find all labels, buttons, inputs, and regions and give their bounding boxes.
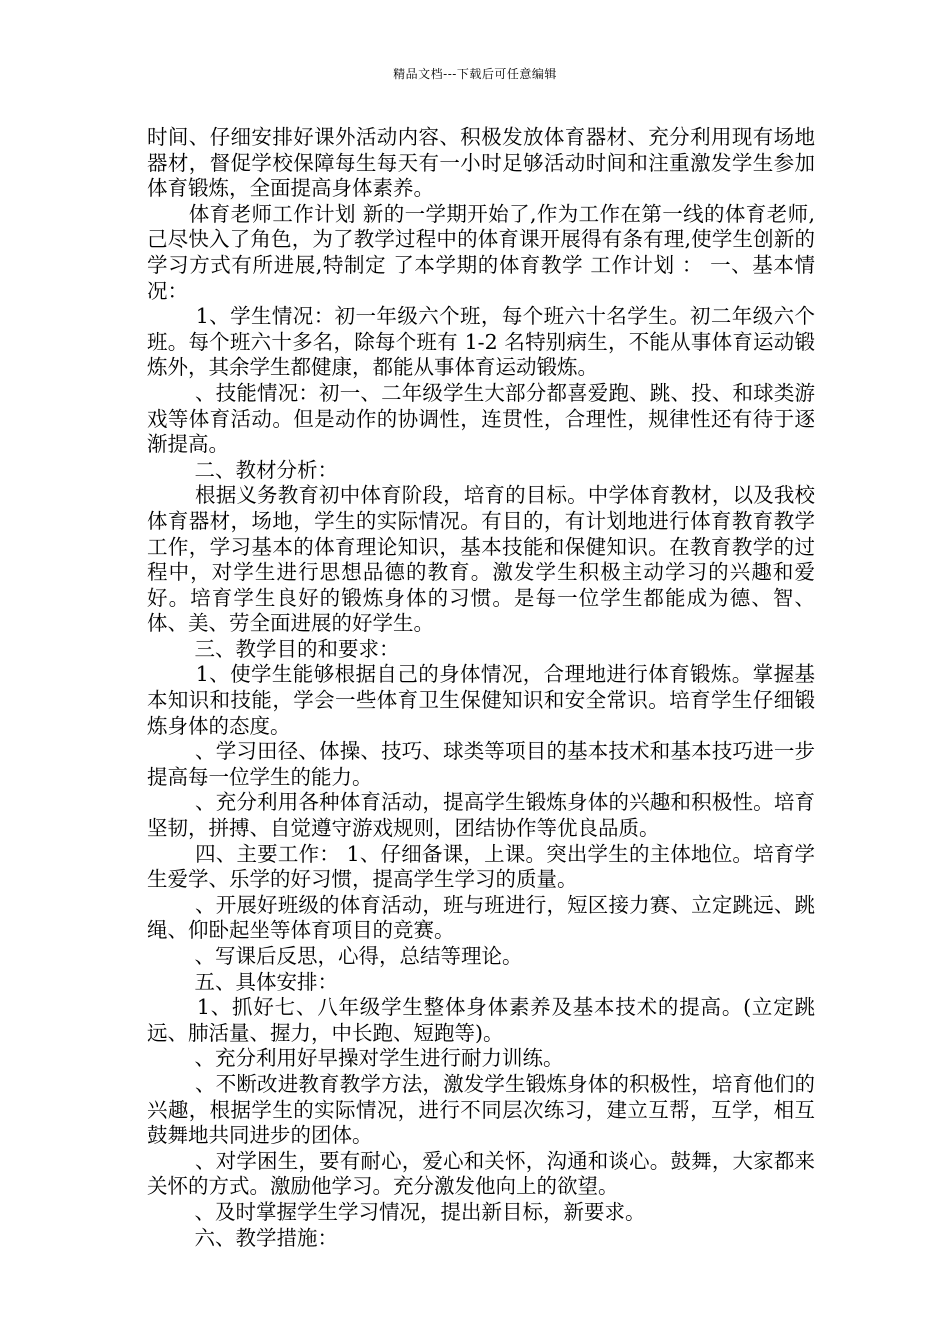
document-body — [147, 125, 815, 1251]
section-heading: 五、具体安排： — [147, 969, 339, 994]
paragraph: 、写课后反思，心得，总结等理论。 — [147, 944, 523, 968]
paragraph: 、技能情况：初一、二年级学生大部分都喜爱跑、跳、投、和球类游戏等体育活动。但是动作的协调性，连贯性，合理性，规律性还有待于逐渐提高。 — [147, 380, 815, 457]
paragraph: 1、使学生能够根据自己的身体情况，合理地进行体育锻炼。掌握基本知识和技能，学会一些体育卫生保健知识和安全常识。培育学生仔细锻炼身体的态度。 — [147, 662, 815, 738]
paragraph: 时间、仔细安排好课外活动内容、积极发放体育器材、充分利用现有场地器材，督促学校保障每生每天有一小时足够活动时间和注重激发学生参加体育锻炼，全面提高身体素养。 — [147, 125, 815, 201]
paragraph: 1、学生情况：初一年级六个班，每个班六十名学生。初二年级六个班。每个班六十多名，除每个班有 1-2 名特别病生，不能从事体育运动锻炼外，其余学生都健康，都能从事体育运动锻炼。 — [147, 304, 815, 380]
paragraph: 四、主要工作： 1、仔细备课，上课。突出学生的主体地位。培育学生爱学、乐学的好习惯，提高学生学习的质量。 — [147, 841, 815, 892]
paragraph: 、及时掌握学生学习情况，提出新目标，新要求。 — [147, 1199, 646, 1224]
page-header: 精品文档---下载后可任意编辑 — [393, 67, 557, 81]
section-heading: 三、教学目的和要求： — [147, 636, 400, 661]
paragraph: 根据义务教育初中体育阶段，培育的目标。中学体育教材，以及我校体育器材，场地，学生的实际情况。有目的，有计划地进行体育教育教学工作，学习基本的体育理论知识，基本技能和保健知识。在教育教学的过程中，对学生进行思想品德的教育。激发学生积极主动学习的兴趣和爱好。培育学生良好的锻炼身体的习惯。是每一位学生都能成为德、智、体、美、劳全面进展的好学生。 — [147, 483, 815, 636]
section-heading: 二、教材分析： — [147, 457, 339, 482]
paragraph: 体育老师工作计划 新的一学期开始了,作为工作在第一线的体育老师,己尽快入了角色，为了教学过程中的体育课开展得有条有理,使学生创新的学习方式有所进展,特制定 了本学期的体育教学 工作计划 ： 一、基本情况： — [147, 201, 815, 303]
paragraph: 1、抓好七、八年级学生整体身体素养及基本技术的提高。(立定跳远、肺活量、握力，中长跑、短跑等)。 — [147, 995, 815, 1045]
section-heading: 六、教学措施： — [147, 1225, 339, 1250]
paragraph: 、对学困生，要有耐心，爱心和关怀，沟通和谈心。鼓舞，大家都来关怀的方式。激励他学习。充分激发他向上的欲望。 — [147, 1148, 815, 1199]
paragraph: 、开展好班级的体育活动，班与班进行，短区接力赛、立定跳远、跳绳、仰卧起坐等体育项目的竞赛。 — [147, 892, 815, 943]
paragraph: 、充分利用好早操对学生进行耐力训练。 — [147, 1046, 564, 1071]
paragraph: 、不断改进教育教学方法，激发学生锻炼身体的积极性，培育他们的兴趣，根据学生的实际情况，进行不同层次练习，建立互帮，互学，相互鼓舞地共同进步的团体。 — [147, 1071, 815, 1148]
paragraph: 、学习田径、体操、技巧、球类等项目的基本技术和基本技巧进一步提高每一位学生的能力。 — [147, 739, 815, 789]
paragraph: 、充分利用各种体育活动，提高学生锻炼身体的兴趣和积极性。培育坚韧，拼搏、自觉遵守游戏规则，团结协作等优良品质。 — [147, 790, 815, 841]
